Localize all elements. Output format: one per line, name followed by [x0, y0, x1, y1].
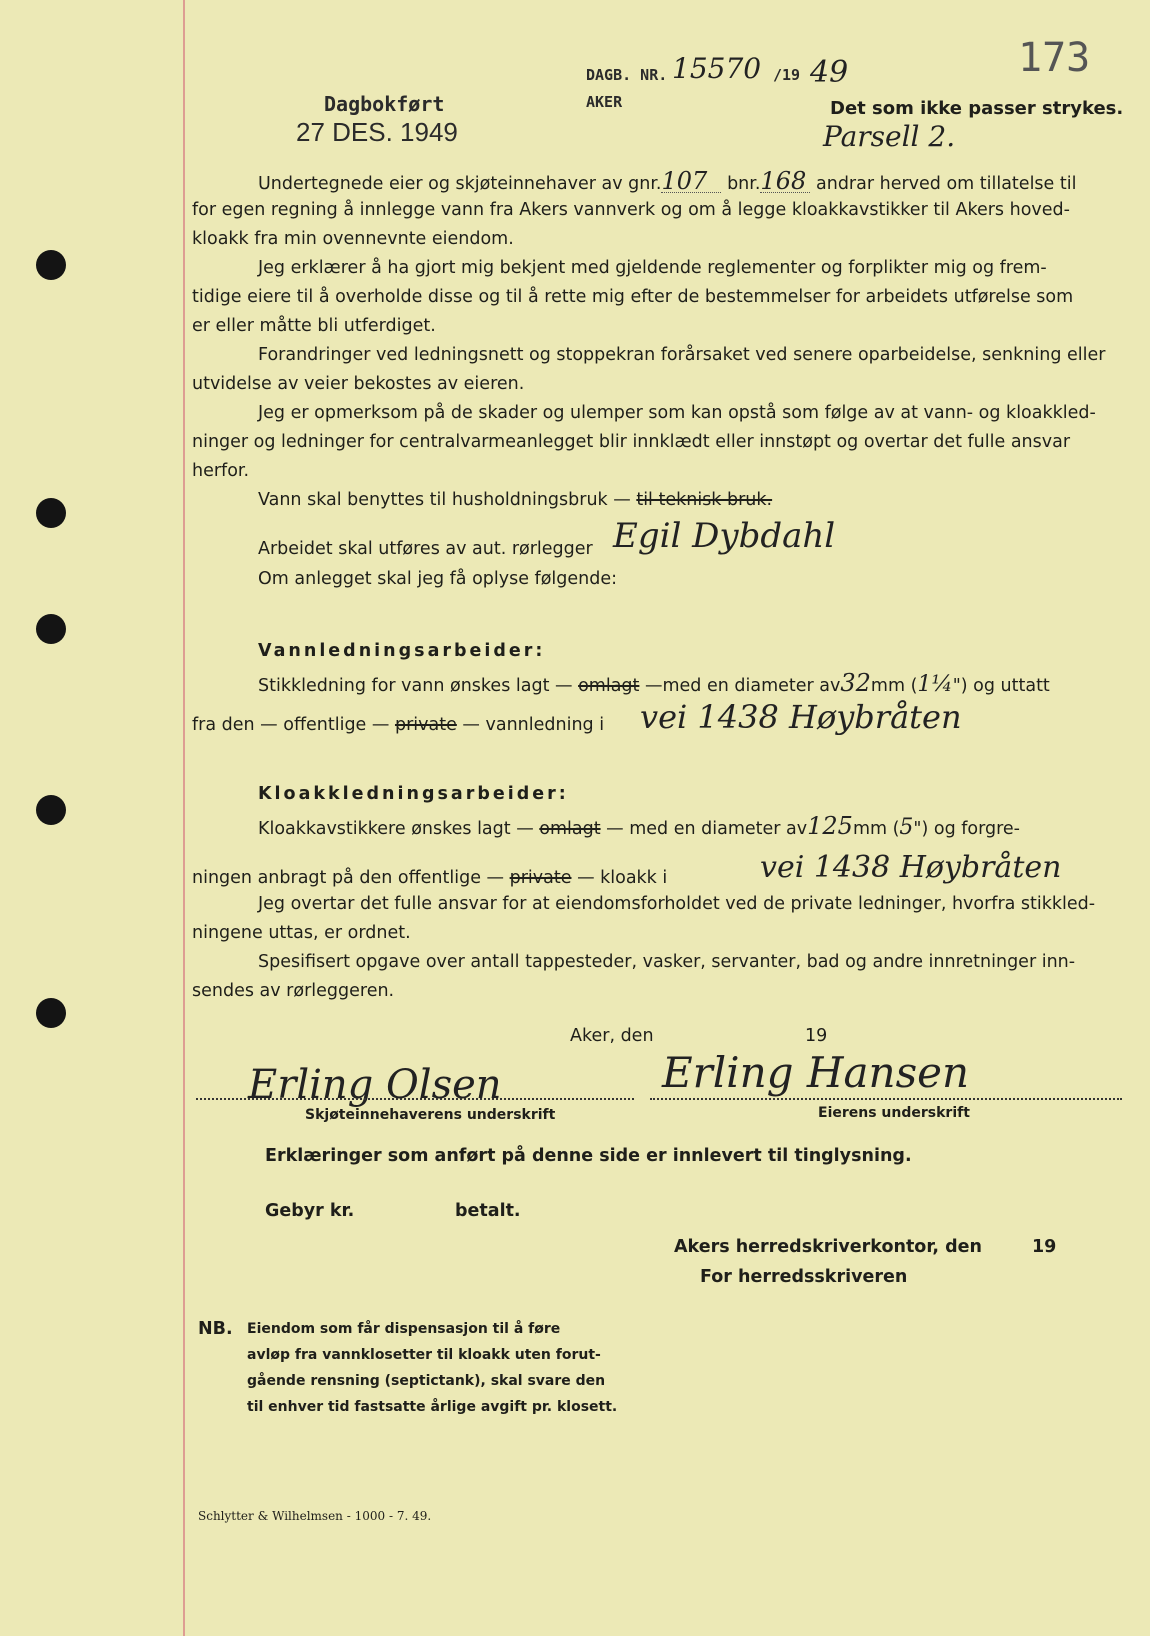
sewer-omlagt-struck: omlagt — [539, 819, 601, 839]
water-main-location: vei 1438 Høybråten — [640, 698, 962, 736]
parcel-note: Parsell 2. — [823, 120, 956, 153]
declaration-line: Erklæringer som anført på denne side er innlevert til tinglysning. — [265, 1146, 912, 1166]
dagb-year: 49 — [810, 55, 849, 90]
stamp-date: 27 DES. 1949 — [296, 117, 458, 147]
water-line-1: Stikkledning for vann ønskes lagt — omlagt —med en diameter av32mm (1¼") og uttatt — [258, 669, 1050, 697]
sewer-diameter-in: 5 — [899, 815, 914, 840]
water-use-line: Vann skal benyttes til husholdningsbruk — til teknisk bruk. — [258, 490, 773, 510]
sewer-para2-line-1: Spesifisert opgave over antall tappesteder, vasker, servanter, bad og andre innretninger inn- — [258, 952, 1076, 972]
water-heading: Vannledningsarbeider: — [258, 641, 546, 661]
holder-signature-line — [196, 1098, 634, 1100]
punch-hole-4 — [36, 795, 66, 825]
para3-line-2: utvidelse av veier bekostes av eieren. — [192, 374, 525, 394]
water-use-struck: til teknisk bruk. — [636, 490, 773, 510]
punch-hole-3 — [36, 614, 66, 644]
sewer-para-line-1: Jeg overtar det fulle ansvar for at eiendomsforholdet ved de private ledninger, hvorfra stikkled- — [258, 894, 1096, 914]
para2-line-3: er eller måtte bli utferdiget. — [192, 316, 436, 336]
nb-line-3: gående rensning (septictank), skal svare den — [247, 1373, 606, 1389]
punch-hole-1 — [36, 250, 66, 280]
header-note: Det som ikke passer strykes. — [830, 98, 1124, 119]
para4-line-2: ninger og ledninger for centralvarmeanlegget blir innklædt eller innstøpt og overtar det fulle ansvar — [192, 432, 1071, 452]
holder-signature: Erling Olsen — [248, 1062, 502, 1108]
intro-line-3: kloakk fra min ovennevnte eiendom. — [192, 229, 514, 249]
nb-line-1: Eiendom som får dispensasjon til å føre — [247, 1321, 561, 1337]
for-line: For herredsskriveren — [700, 1267, 908, 1287]
bnr-value: 168 — [760, 170, 810, 193]
punch-hole-2 — [36, 498, 66, 528]
dagb-year-prefix: /19 — [773, 66, 801, 84]
water-diameter-in: 1¼ — [917, 672, 953, 697]
holder-label: Skjøteinnehaverens underskrift — [305, 1107, 556, 1123]
sewer-private-struck: private — [509, 868, 572, 888]
para2-line-2: tidige eiere til å overholde disse og til å rette mig efter de bestemmelser for arbeidets utførelse som — [192, 287, 1074, 307]
sewer-para-line-2: ningene uttas, er ordnet. — [192, 923, 411, 943]
dagb-label: DAGB. NR. — [586, 66, 668, 84]
owner-signature: Erling Hansen — [662, 1048, 970, 1097]
stamp-place: AKER — [586, 93, 623, 111]
margin-line — [183, 0, 185, 1636]
plumber-name: Egil Dybdahl — [613, 516, 836, 556]
gnr-value: 107 — [661, 170, 721, 193]
sewer-main-location: vei 1438 Høybråten — [760, 850, 1062, 885]
water-omlagt-struck: omlagt — [578, 676, 640, 696]
place-date-label: Aker, den — [570, 1026, 654, 1046]
para4-line-3: herfor. — [192, 461, 250, 481]
owner-label: Eierens underskrift — [818, 1105, 970, 1121]
plumber-line: Arbeidet skal utføres av aut. rørlegger — [258, 539, 593, 559]
nb-line-4: til enhver tid fastsatte årlige avgift pr. klosett. — [247, 1399, 618, 1415]
sewer-para2-line-2: sendes av rørleggeren. — [192, 981, 395, 1001]
page-number: 173 — [1018, 35, 1091, 81]
office-line: Akers herredskriverkontor, den — [674, 1237, 982, 1257]
punch-hole-5 — [36, 998, 66, 1028]
sewer-diameter-mm: 125 — [807, 812, 853, 840]
sewer-line-1: Kloakkavstikkere ønskes lagt — omlagt — med en diameter av125mm (5") og forgre- — [258, 812, 1020, 840]
nb-line-2: avløp fra vannklosetter til kloakk uten forut- — [247, 1347, 601, 1363]
water-diameter-mm: 32 — [840, 669, 871, 697]
paid-label: betalt. — [455, 1201, 521, 1221]
owner-signature-line — [650, 1098, 1122, 1100]
nb-label: NB. — [198, 1319, 233, 1339]
para4-line-1: Jeg er opmerksom på de skader og ulemper som kan opstå som følge av at vann- og kloakkled- — [258, 403, 1096, 423]
office-year: 19 — [1032, 1237, 1057, 1257]
inform-line: Om anlegget skal jeg få oplyse følgende: — [258, 569, 618, 589]
dagb-number: 15570 — [672, 52, 762, 85]
para2-line-1: Jeg erklærer å ha gjort mig bekjent med gjeldende reglementer og forplikter mig og frem- — [258, 258, 1047, 278]
water-private-struck: private — [394, 715, 457, 735]
sewer-line-2: ningen anbragt på den offentlige — private — kloakk i — [192, 868, 668, 888]
intro-line-1: Undertegnede eier og skjøteinnehaver av gnr.107 bnr.168 andrar herved om tillatelse til — [258, 167, 1077, 195]
fee-label: Gebyr kr. — [265, 1201, 355, 1221]
printer-imprint: Schlytter & Wilhelmsen - 1000 - 7. 49. — [198, 1509, 432, 1523]
water-line-2: fra den — offentlige — private — vannledning i — [192, 715, 605, 735]
intro-line-2: for egen regning å innlegge vann fra Akers vannverk og om å legge kloakkavstikker til Akers hoved- — [192, 200, 1070, 220]
sewer-heading: Kloakkledningsarbeider: — [258, 784, 569, 804]
signing-year: 19 — [805, 1026, 828, 1046]
stamp-office: Dagbokført — [324, 92, 445, 116]
para3-line-1: Forandringer ved ledningsnett og stoppekran forårsaket ved senere oparbeidelse, senkning eller — [258, 345, 1106, 365]
